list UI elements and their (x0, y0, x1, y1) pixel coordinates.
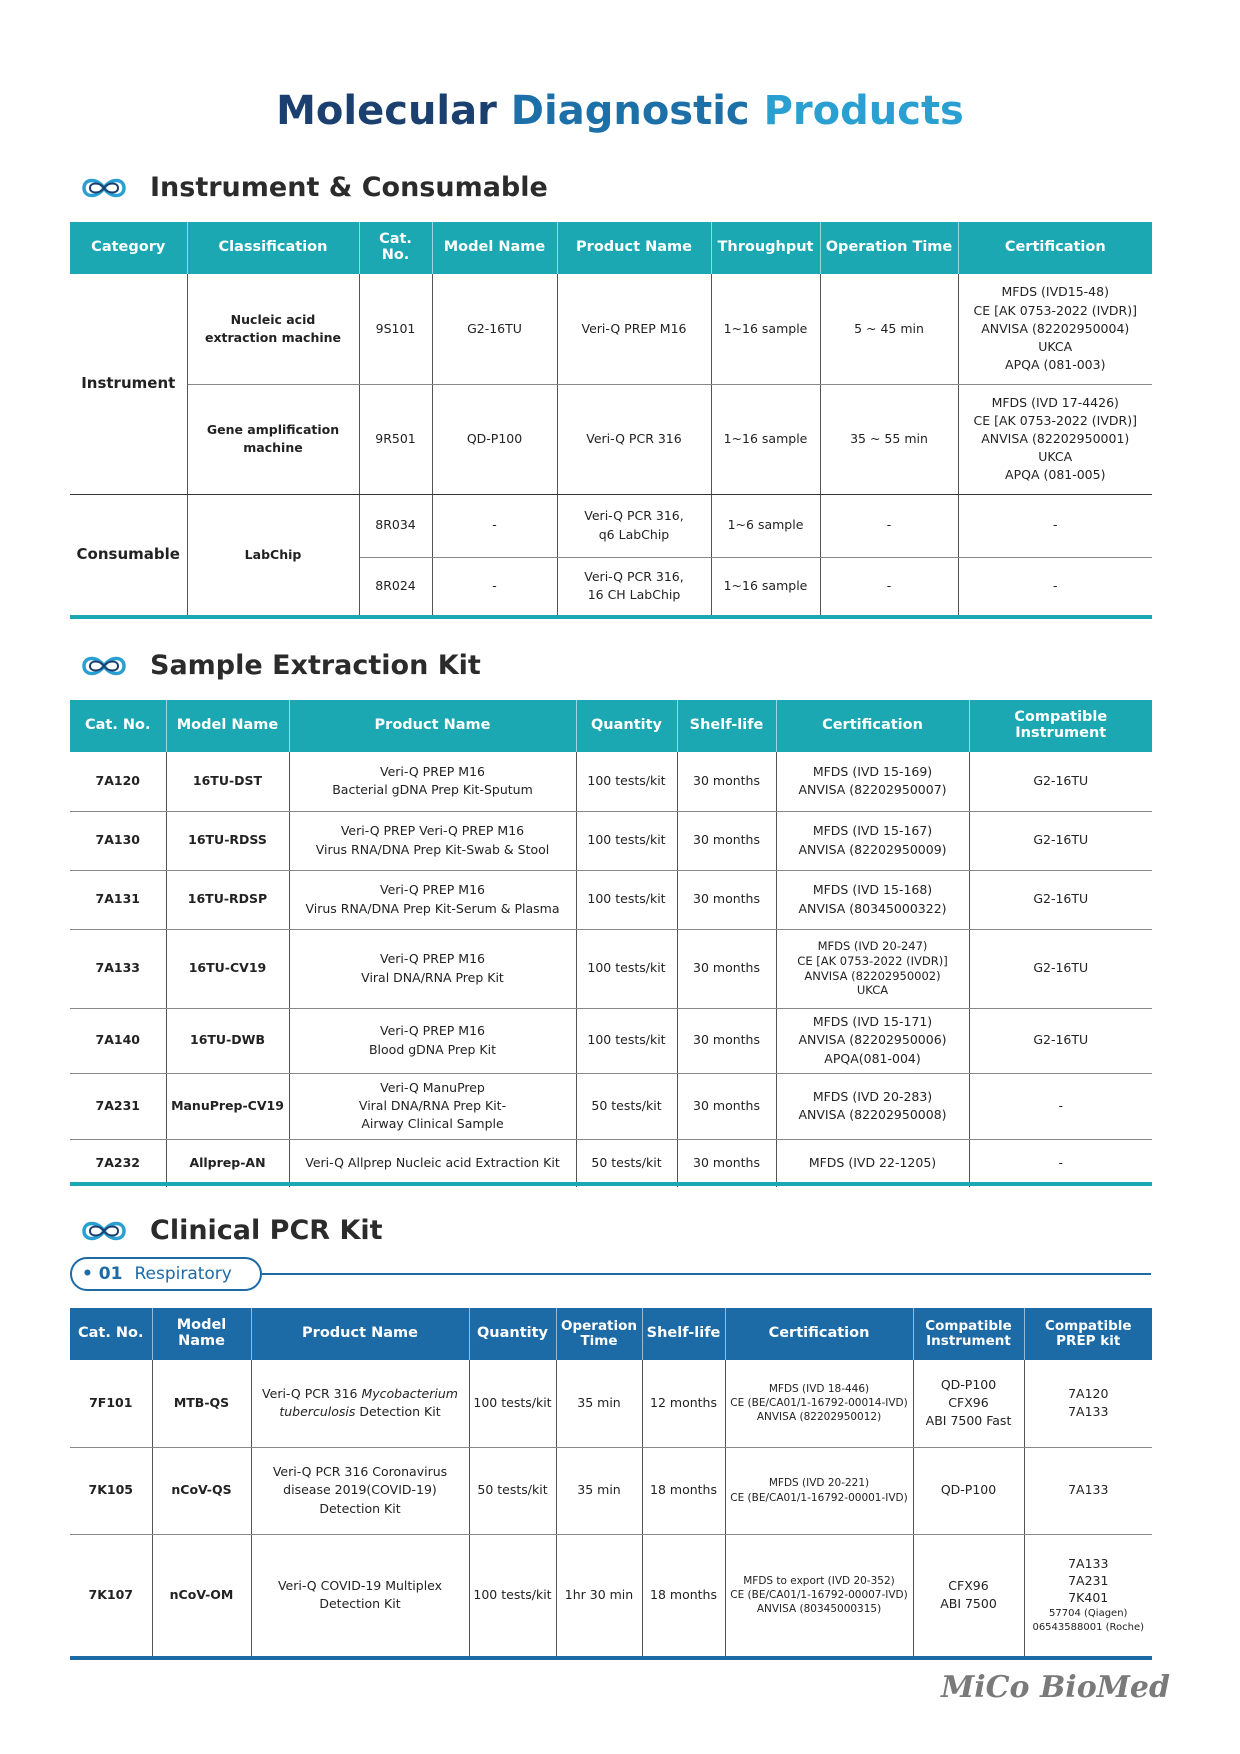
table-row: 7A120 16TU-DST Veri-Q PREP M16 Bacterial gDNA Prep Kit-Sputum 100 tests/kit 30 months MFDS (IVD 15-169) ANVISA (82202950007) G2-16TU (70, 752, 1152, 811)
table-row: 7K105 nCoV-QS Veri-Q PCR 316 Coronavirus disease 2019(COVID-19) Detection Kit 50 tests/kit 35 min 18 months MFDS (IVD 20-221) CE (BE/CA01/1-16792-00001-IVD) QD-P100 7A133 (70, 1447, 1152, 1534)
table-header-row (70, 700, 1152, 752)
cat-cell: 9S101 (359, 274, 432, 384)
respiratory-divider (262, 1273, 1151, 1275)
infinity-logo-icon (80, 175, 128, 201)
cert-cell: - (1052, 578, 1058, 594)
table-row (70, 384, 1152, 494)
col-header: Cat. No. (359, 222, 432, 274)
clinical-pcr-table (70, 1308, 1152, 1656)
time-cell: 5 ~ 45 min (820, 274, 958, 384)
col-header: Compatible PREP kit (1024, 1308, 1152, 1360)
section-heading-sample: Sample Extraction Kit (80, 650, 481, 681)
col-header: Compatible Instrument (969, 700, 1152, 752)
product-cell: Veri-Q PCR 316 (557, 384, 711, 494)
throughput-cell: 1~16 sample (711, 274, 820, 384)
product-cell: Veri-Q PCR 316, 16 CH LabChip (557, 557, 711, 615)
col-header: Model Name (432, 222, 557, 274)
col-header: Compatible Instrument (913, 1308, 1024, 1360)
throughput-cell: 1~16 sample (711, 384, 820, 494)
throughput-cell: 1~16 sample (711, 557, 820, 615)
section-heading-instrument: Instrument & Consumable (80, 172, 548, 203)
category-cell: Instrument (70, 274, 187, 494)
product-cell: Veri-Q PCR 316, q6 LabChip (557, 494, 711, 557)
table-row: 7A130 16TU-RDSS Veri-Q PREP Veri-Q PREP M16 Virus RNA/DNA Prep Kit-Swab & Stool 100 tests/kit 30 months MFDS (IVD 15-167) ANVISA (82202950009) G2-16TU (70, 811, 1152, 870)
table-row (70, 494, 1152, 557)
col-header: Throughput (711, 222, 820, 274)
category-cell: Consumable (70, 494, 187, 615)
section-heading-clinical: Clinical PCR Kit (80, 1215, 383, 1246)
cat-cell: 8R024 (359, 557, 432, 615)
col-header: Category (70, 222, 187, 274)
table-bottom-rule (70, 1656, 1152, 1660)
table-bottom-rule (70, 1182, 1152, 1186)
time-cell: - (820, 494, 958, 557)
table-row: 7A131 16TU-RDSP Veri-Q PREP M16 Virus RNA/DNA Prep Kit-Serum & Plasma 100 tests/kit 30 months MFDS (IVD 15-168) ANVISA (80345000322) G2-16TU (70, 870, 1152, 929)
page-title: Molecular Diagnostic Products (276, 88, 964, 134)
col-header: Cat. No. (70, 700, 166, 752)
time-cell: 35 ~ 55 min (820, 384, 958, 494)
model-cell: - (432, 494, 557, 557)
col-header: Operation Time (556, 1308, 642, 1360)
cat-cell: 9R501 (359, 384, 432, 494)
model-cell: - (432, 557, 557, 615)
col-header: Shelf-life (642, 1308, 725, 1360)
time-cell: - (820, 557, 958, 615)
cat-cell: 8R034 (359, 494, 432, 557)
cert-cell: - (958, 494, 1152, 557)
infinity-logo-icon (80, 653, 128, 679)
classification-cell: LabChip (187, 494, 359, 615)
cert-cell: MFDS (IVD15-48) CE [AK 0753-2022 (IVDR)] ANVISA (82202950004) UKCA APQA (081-003) (958, 274, 1152, 384)
classification-cell: Nucleic acid extraction machine (187, 274, 359, 384)
table-row: 7A231 ManuPrep-CV19 Veri-Q ManuPrep Viral DNA/RNA Prep Kit- Airway Clinical Sample 50 tests/kit 30 months MFDS (IVD 20-283) ANVISA (82202950008) - (70, 1073, 1152, 1139)
throughput-cell: 1~6 sample (711, 494, 820, 557)
col-header: Classification (187, 222, 359, 274)
table-row (70, 274, 1152, 384)
brand-logo: MiCo BioMed (941, 1670, 1170, 1705)
col-header: Quantity (576, 700, 677, 752)
model-cell: G2-16TU (432, 274, 557, 384)
table-row: 7K107 nCoV-OM Veri-Q COVID-19 Multiplex Detection Kit 100 tests/kit 1hr 30 min 18 months MFDS to export (IVD 20-352) CE (BE/CA01/1-16792-00007-IVD) ANVISA (80345000315) CFX96 ABI 7500 7A133 7A231 7K401 57704 (Qiagen) 06543588001 (Roche) (70, 1534, 1152, 1656)
col-header: Model Name (152, 1308, 251, 1360)
col-header: Model Name (166, 700, 289, 752)
cert-cell: MFDS (IVD 17-4426) CE [AK 0753-2022 (IVDR)] ANVISA (82202950001) UKCA APQA (081-005) (958, 384, 1152, 494)
col-header: Product Name (557, 222, 711, 274)
table-row: 7F101 MTB-QS Veri-Q PCR 316 Mycobacterium tuberculosis Detection Kit 100 tests/kit 35 min 12 months MFDS (IVD 18-446) CE (BE/CA01/1-16792-00014-IVD) ANVISA (82202950012) QD-P100 CFX96 ABI 7500 Fast 7A120 7A133 (70, 1360, 1152, 1447)
model-cell: QD-P100 (432, 384, 557, 494)
table-row: 7A232 Allprep-AN Veri-Q Allprep Nucleic acid Extraction Kit 50 tests/kit 30 months MFDS (IVD 22-1205) - (70, 1139, 1152, 1187)
col-header: Shelf-life (677, 700, 776, 752)
table-bottom-rule (70, 615, 1152, 619)
col-header: Certification (725, 1308, 913, 1360)
product-cell: Veri-Q PREP M16 (557, 274, 711, 384)
respiratory-tag: • 01 Respiratory (70, 1257, 262, 1291)
col-header: Product Name (289, 700, 576, 752)
instrument-table (70, 222, 1152, 615)
col-header: Certification (958, 222, 1152, 274)
col-header: Product Name (251, 1308, 469, 1360)
col-header: Certification (776, 700, 969, 752)
table-row: 7A133 16TU-CV19 Veri-Q PREP M16 Viral DNA/RNA Prep Kit 100 tests/kit 30 months MFDS (IVD 20-247) CE [AK 0753-2022 (IVDR)] ANVISA (82202950002) UKCA G2-16TU (70, 929, 1152, 1008)
sample-extraction-table (70, 700, 1152, 1187)
table-header-row (70, 222, 1152, 274)
col-header: Cat. No. (70, 1308, 152, 1360)
col-header: Operation Time (820, 222, 958, 274)
classification-cell: Gene amplification machine (187, 384, 359, 494)
table-header-row (70, 1308, 1152, 1360)
table-row: 7A140 16TU-DWB Veri-Q PREP M16 Blood gDNA Prep Kit 100 tests/kit 30 months MFDS (IVD 15-171) ANVISA (82202950006) APQA(081-004) G2-16TU (70, 1008, 1152, 1073)
col-header: Quantity (469, 1308, 556, 1360)
infinity-logo-icon (80, 1218, 128, 1244)
